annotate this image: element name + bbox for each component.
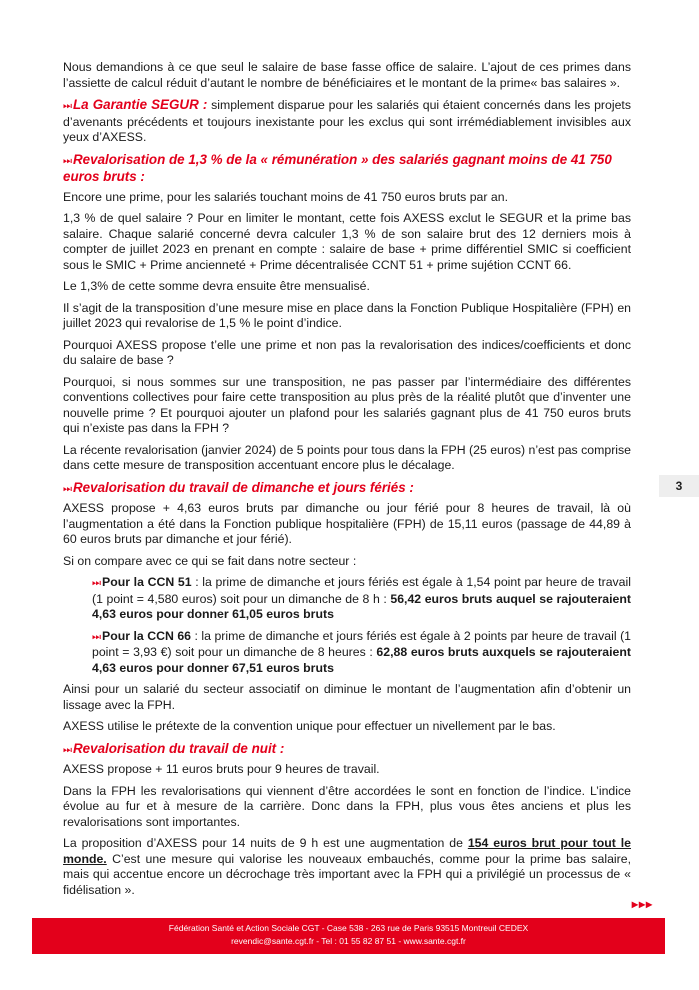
segur-paragraph bbox=[63, 97, 631, 146]
reval-p7: La récente revalorisation (janvier 2024) de 5 points pour tous dans la FPH (25 euros) n’est pas comprise dans cette mesure de transposition accentuant encore plus le décalage. bbox=[63, 442, 632, 472]
ccn66-title: Pour la CCN 66 bbox=[102, 628, 192, 643]
document-body bbox=[63, 60, 631, 904]
fast-forward-icon: ⏭ bbox=[63, 483, 70, 495]
nuit-p3 bbox=[63, 836, 631, 898]
ccn66-paragraph bbox=[92, 629, 631, 677]
ccn66-text: : la prime de dimanche et jours fériés est égale à 2 points par heure de travail (1 point = 3,93 €) soit pour un dimanche de 8 heures : bbox=[92, 628, 631, 659]
ccn51-text: : la prime de dimanche et jours fériés est égale à 1,54 point par heure de travail (1 point = 4,580 euros) soit pour un dimanche de 8 h : bbox=[92, 575, 631, 606]
nuit-heading: Revalorisation du travail de nuit : bbox=[73, 740, 285, 756]
nuit-p3-bold: 154 euros brut pour tout le monde. bbox=[63, 836, 631, 866]
nuit-p2: Dans la FPH les revalorisations qui viennent d’être accordées le sont en fonction de l’indice. L’indice évolue au fur et à mesure de la carrière. Donc dans la FPH, plus vous êtes anciens et plus les revalorisations sont importantes. bbox=[63, 783, 631, 829]
dimanche-p3: Ainsi pour un salarié du secteur associatif on diminue le montant de l’augmentation afin d’obtenir un lissage avec la FPH. bbox=[63, 682, 631, 712]
nuit-p1: AXESS propose + 11 euros bruts pour 9 heures de travail. bbox=[63, 762, 380, 776]
nuit-p3-end: C’est une mesure qui valorise les nouveaux embauchés, comme pour la prime bas salaire, mais qui accentue encore un décrochage très important avec la FPH qui a privilégié un processus de « fidélisation ». bbox=[63, 851, 631, 897]
ccn51-paragraph bbox=[92, 575, 631, 623]
reval-heading: Revalorisation de 1,3 % de la « rémunération » des salariés gagnant moins de 41 750 euros bruts : bbox=[63, 151, 612, 184]
intro-paragraph: Nous demandions à ce que seul le salaire de base fasse office de salaire. L’ajout de ces primes dans l’assiette de calcul réduit d’autant le nombre de bénéficiaires et le montant de la prime« bas salaires ». bbox=[63, 60, 631, 90]
reval-p4: Il s’agit de la transposition d’une mesure mise en place dans la Fonction Publique Hospitalière (FPH) en juillet 2023 qui revalorise de 1,5 % le point d’indice. bbox=[63, 300, 631, 330]
ccn66-bold: 62,88 euros bruts auxquels se rajouteraient 4,63 euros pour donner 67,51 euros bruts bbox=[92, 645, 631, 675]
nuit-p3-start: La proposition d’AXESS pour 14 nuits de 9 h est une augmentation de bbox=[63, 836, 468, 850]
nuit-heading-block bbox=[63, 741, 631, 759]
reval-heading-block bbox=[63, 152, 631, 186]
segur-heading: La Garantie SEGUR : bbox=[73, 97, 208, 112]
dimanche-heading: Revalorisation du travail de dimanche et jours fériés : bbox=[73, 479, 414, 495]
footer-bar bbox=[32, 918, 665, 954]
dimanche-heading-block bbox=[63, 480, 631, 498]
fast-forward-icon: ⏭ bbox=[63, 101, 70, 112]
ccn51-bold: 56,42 euros bruts auquel se rajouteraient 4,63 euros pour donner 61,05 euros bruts bbox=[92, 591, 632, 621]
reval-p1: Encore une prime, pour les salariés touchant moins de 41 750 euros bruts par an. bbox=[63, 189, 508, 204]
dimanche-p2: Si on compare avec ce qui se fait dans notre secteur : bbox=[63, 553, 357, 568]
footer-address: Fédération Santé et Action Sociale CGT - Case 538 - 263 rue de Paris 93515 Montreuil CEDEX bbox=[168, 923, 529, 933]
reval-p5: Pourquoi AXESS propose t’elle une prime et non pas la revalorisation des indices/coefficients et donc du salaire de base ? bbox=[63, 337, 631, 367]
segur-text: simplement disparue pour les salariés qui étaient concernés dans les projets d’avenants précédents et toujours inexistante pour les exclus qui sont irrémédiablement invisibles aux yeux d’AXESS. bbox=[63, 98, 631, 144]
dimanche-p1: AXESS propose + 4,63 euros bruts par dimanche ou jour férié pour 8 heures de travail, là où l’augmentation a été dans la Fonction publique hospitalière (FPH) de 15,11 euros (passage de 44,89 à 60 euros bruts par dimanche et jour férié). bbox=[63, 501, 631, 546]
reval-p3: Le 1,3% de cette somme devra ensuite être mensualisé. bbox=[63, 279, 370, 293]
fast-forward-icon: ⏭ bbox=[92, 631, 99, 643]
fast-forward-icon: ⏭ bbox=[63, 744, 70, 756]
reval-p2: 1,3 % de quel salaire ? Pour en limiter le montant, cette fois AXESS exclut le SEGUR et la prime bas salaire. Chaque salarié concerné devra calculer 1,3 % de son salaire brut des 12 derniers mois à compter de juillet 2023 en prenant en compte : salaire de base + prime différentiel SMIC si coefficient sous le SMIC + Prime ancienneté + Prime décentralisée CCNT 51 + prime sujétion CCNT 66. bbox=[63, 211, 631, 272]
continue-arrows-icon: ▸▸▸ bbox=[631, 897, 653, 911]
footer-contact: revendic@sante.cgt.fr - Tel : 01 55 82 87 51 - www.sante.cgt.fr bbox=[231, 936, 466, 946]
fast-forward-icon: ⏭ bbox=[92, 578, 99, 589]
reval-p6: Pourquoi, si nous sommes sur une transposition, ne pas passer par l’intermédiaire des différentes conventions collectives pour faire cette transposition au plus près de la réalité plutôt que d’inventer une nouvelle prime ? Et pourquoi ajouter un plafond pour les salariés gagnant plus de 41 750 euros bruts qui n’existe pas dans la FPH ? bbox=[63, 374, 631, 435]
dimanche-p4: AXESS utilise le prétexte de la convention unique pour effectuer un nivellement par le bas. bbox=[63, 719, 556, 733]
ccn51-title: Pour la CCN 51 bbox=[102, 575, 192, 589]
fast-forward-icon: ⏭ bbox=[63, 155, 70, 167]
page-number: 3 bbox=[659, 475, 699, 497]
